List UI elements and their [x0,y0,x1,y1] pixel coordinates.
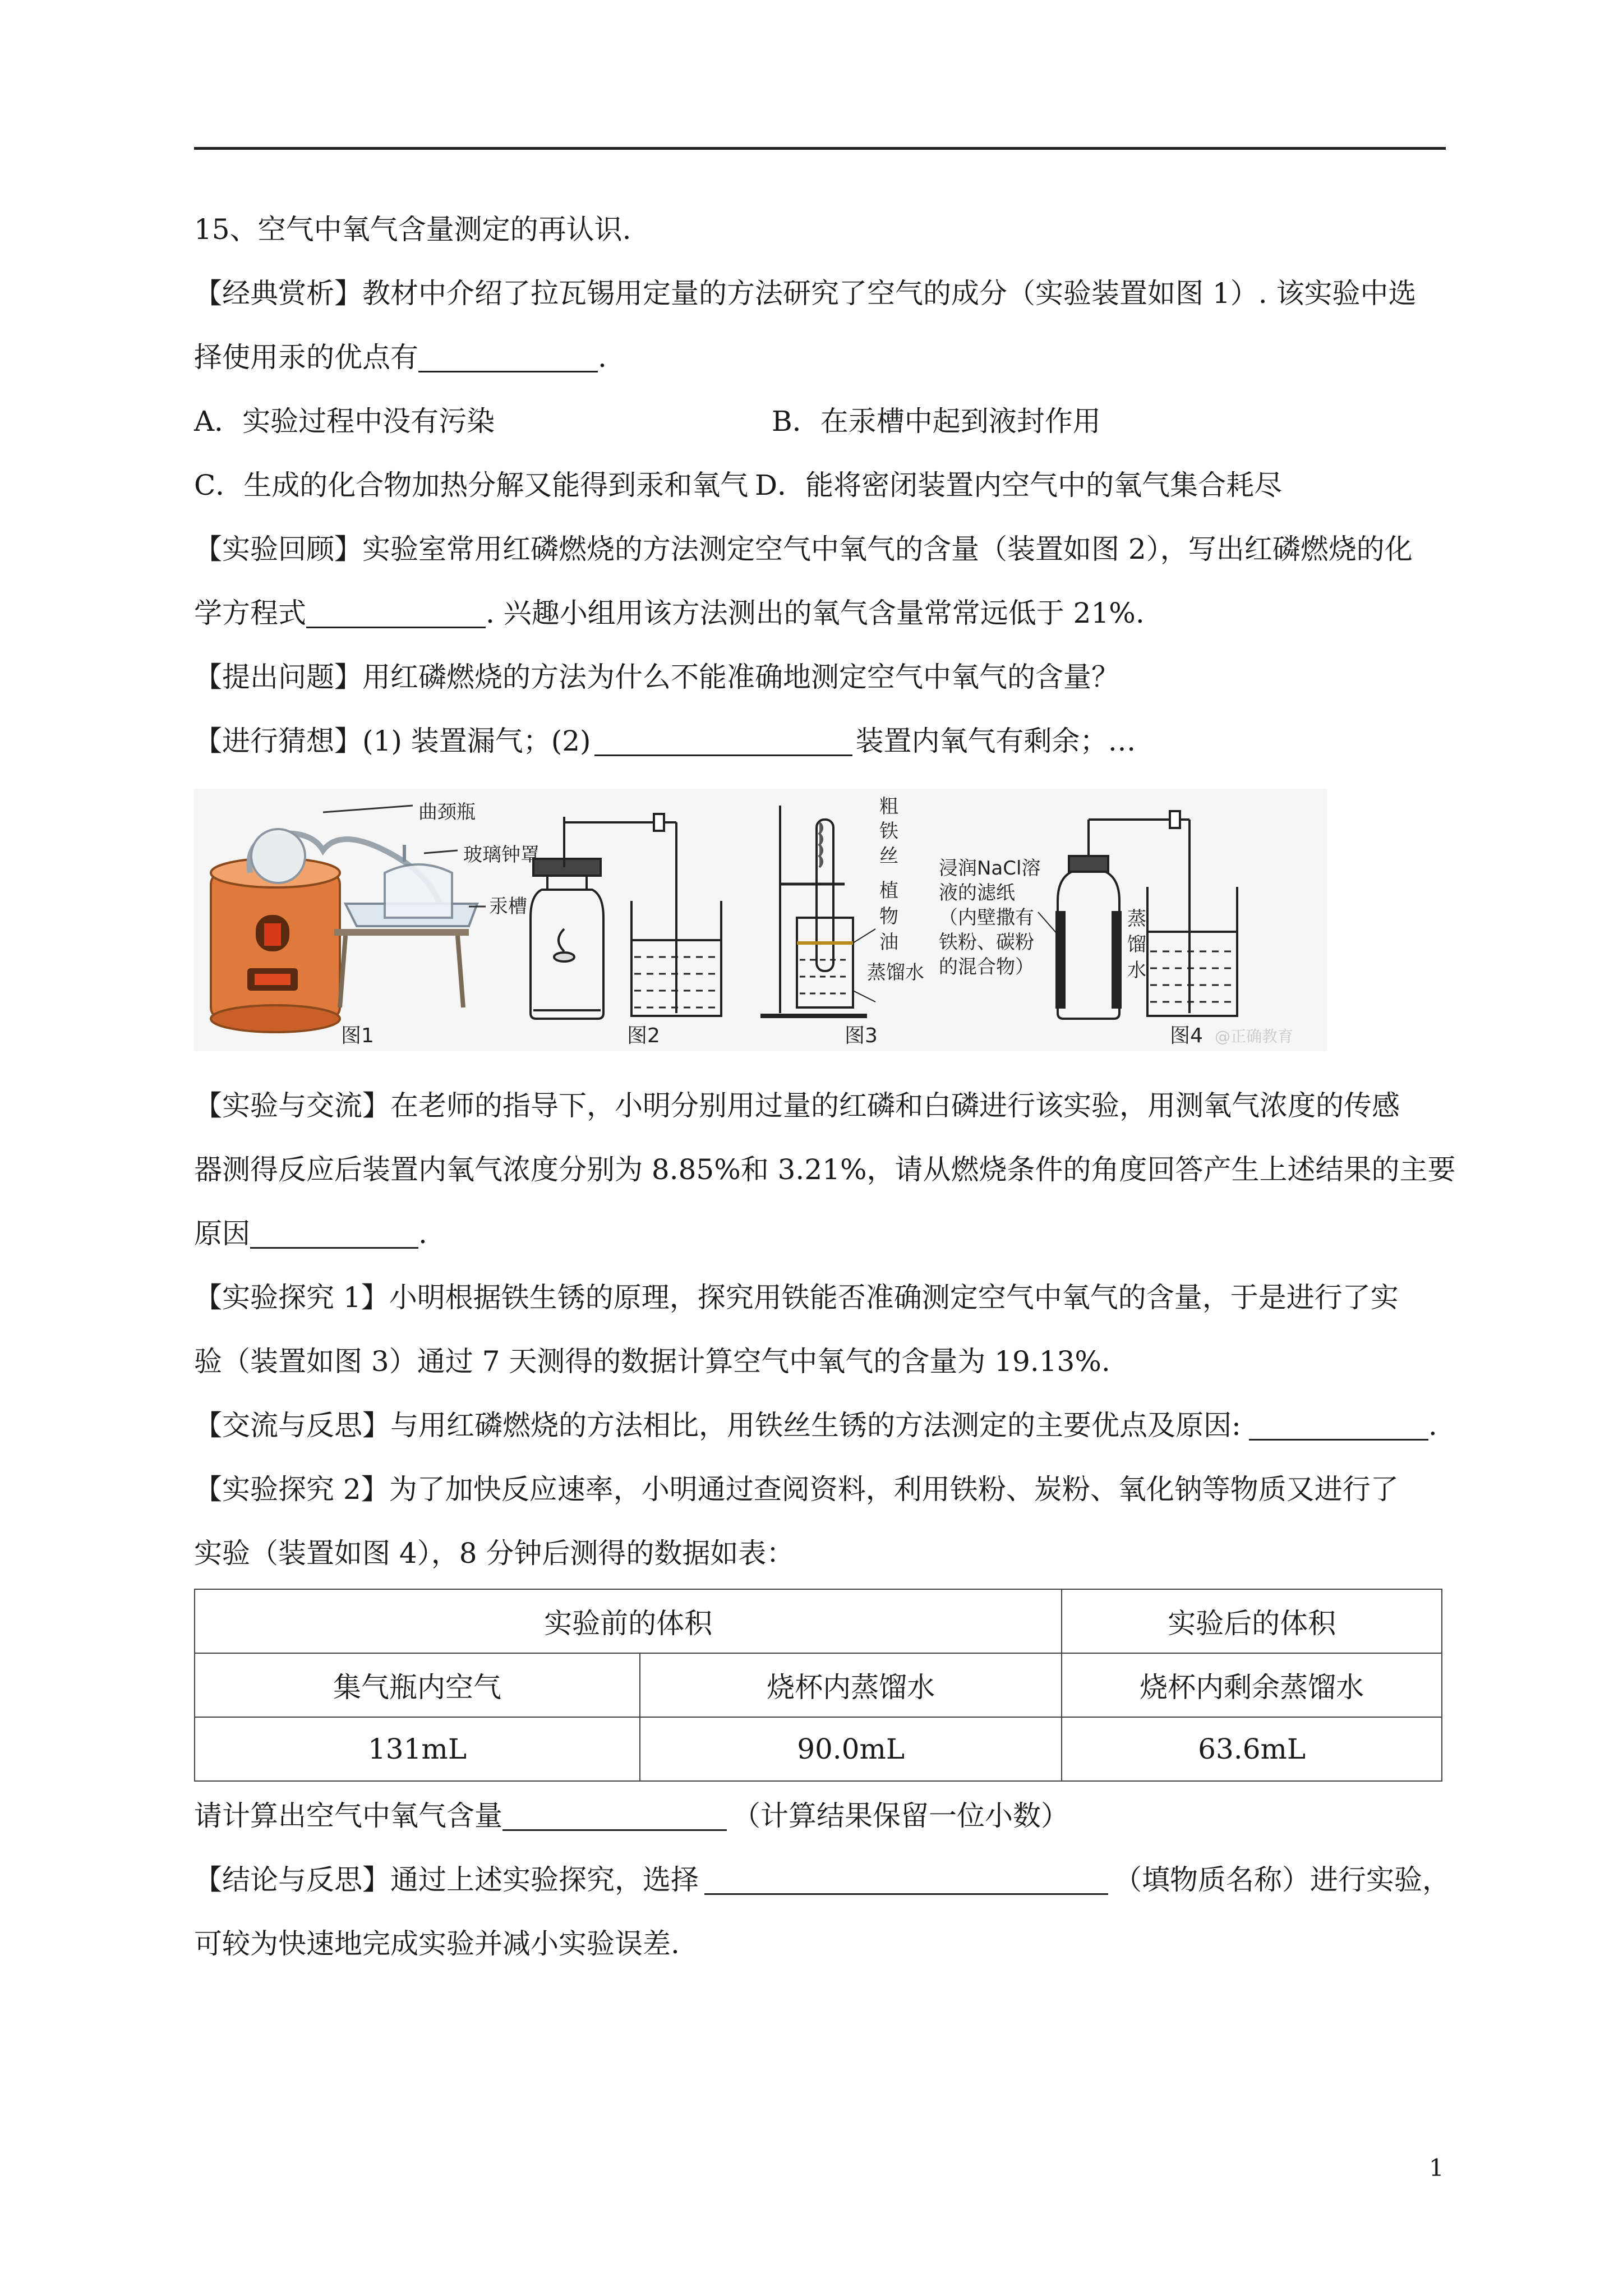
label-paper-5: 的混合物） [939,956,1034,978]
question-title: 15、空气中氧气含量测定的再认识. [194,213,631,246]
label-oil-1: 植 [879,880,898,902]
label-oil-3: 油 [879,931,898,954]
table-val-air: 131mL [195,1717,640,1781]
table-row [195,1717,1442,1781]
question-content [194,197,1456,1976]
fig1-apparatus [211,806,486,1032]
caption-fig1: 图1 [341,1024,374,1047]
label-bell-jar: 玻璃钟罩 [463,844,540,866]
label-iron-wire-1: 粗 [879,795,898,818]
label-mercury-trough: 汞槽 [489,895,527,918]
table-col-air: 集气瓶内空气 [195,1653,640,1717]
explore1-line2: 验（装置如图 3）通过 7 天测得的数据计算空气中氧气的含量为 19.13%. [194,1345,1110,1378]
label-paper-3: （内壁撒有 [939,907,1034,929]
apparatus-figure [194,789,1327,1051]
label-iron-wire-2: 铁 [879,820,898,843]
classic-analysis-line1: 【经典赏析】教材中介绍了拉瓦锡用定量的方法研究了空气的成分（实验装置如图 1）. 该实验中选 [194,277,1417,310]
table-col-remaining-water: 烧杯内剩余蒸馏水 [1062,1653,1442,1717]
review-line2: 学方程式 . 兴趣小组用该方法测出的氧气含量常常远低于 21%. [194,581,1446,645]
exchange-line3: 原因 . [194,1202,1446,1266]
label-paper-2: 液的滤纸 [939,882,1015,904]
exchange-line2: 器测得反应后装置内氧气浓度分别为 8.85%和 3.21%，请从燃烧条件的角度回答产生上述结果的主要 [194,1153,1456,1186]
problem-line: 【提出问题】用红磷燃烧的方法为什么不能准确地测定空气中氧气的含量？ [194,661,1119,693]
table-col-water: 烧杯内蒸馏水 [640,1653,1062,1717]
fig2-apparatus [531,814,721,1019]
table-row [195,1653,1442,1717]
watermark: @正确教育 [1215,1027,1294,1046]
answer-blank-oxygen-content[interactable] [502,1796,727,1831]
answer-blank-equation[interactable] [306,593,486,628]
answer-blank-mercury[interactable] [418,337,598,372]
options-row-ab [194,389,1446,453]
label-water-4-1: 蒸 [1127,908,1146,930]
exchange-line1: 【实验与交流】在老师的指导下，小明分别用过量的红磷和白磷进行该实验，用测氧气浓度的传感 [194,1089,1400,1122]
conclusion-line2: 可较为快速地完成实验并减小实验误差. [194,1927,680,1960]
label-water-4-2: 馏 [1127,933,1146,956]
table-header-after: 实验后的体积 [1062,1589,1442,1653]
table-val-water: 90.0mL [640,1717,1062,1781]
table-val-remaining-water: 63.6mL [1062,1717,1442,1781]
option-b: B．在汞槽中起到液封作用 [772,405,1101,438]
table-header-before: 实验前的体积 [195,1589,1062,1653]
caption-fig4: 图4 [1170,1024,1203,1047]
apparatus-diagrams [194,789,1327,1051]
label-iron-wire-3: 丝 [879,845,898,867]
classic-analysis-line2: 择使用汞的优点有 . [194,325,1446,389]
option-c: C．生成的化合物加热分解又能得到汞和氧气 [194,469,749,501]
guess-line: 【进行猜想】(1) 装置漏气；(2) 装置内氧气有剩余；… [194,709,1446,773]
answer-blank-guess[interactable] [594,721,852,756]
label-paper-4: 铁粉、碳粉 [939,931,1034,954]
caption-fig2: 图2 [627,1024,660,1047]
answer-blank-reason[interactable] [250,1213,418,1249]
fig3-apparatus [760,806,875,1016]
table-row [195,1589,1442,1653]
label-oil-2: 物 [879,905,898,928]
label-water-3: 蒸馏水 [867,961,924,984]
answer-blank-advantage[interactable] [1249,1405,1428,1441]
label-water-4-3: 水 [1127,959,1146,982]
explore2-line2: 实验（装置如图 4），8 分钟后测得的数据如表： [194,1537,795,1570]
explore1-line1: 【实验探究 1】小明根据铁生锈的原理，探究用铁能否准确测定空气中氧气的含量，于是进行了实 [194,1281,1399,1314]
explore2-line1: 【实验探究 2】为了加快反应速率，小明通过查阅资料，利用铁粉、炭粉、氧化钠等物质又进行了 [194,1473,1399,1506]
option-a: A．实验过程中没有污染 [194,405,495,438]
reflect-line: 【交流与反思】与用红磷燃烧的方法相比，用铁丝生锈的方法测定的主要优点及原因: . [194,1393,1446,1457]
caption-fig3: 图3 [845,1024,878,1047]
option-d: D．能将密闭装置内空气中的氧气集合耗尽 [755,469,1283,501]
label-paper-1: 浸润NaCl溶 [939,857,1041,880]
page-number: 1 [1429,2154,1444,2182]
volume-table [194,1589,1442,1782]
review-line1: 【实验回顾】实验室常用红磷燃烧的方法测定空气中氧气的含量（装置如图 2），写出红磷燃烧的化 [194,533,1413,565]
answer-blank-substance[interactable] [704,1860,1108,1895]
conclusion-line1: 【结论与反思】通过上述实验探究，选择 （填物质名称）进行实验， [194,1848,1446,1912]
header-rule [194,147,1446,150]
options-row-cd [194,453,1446,517]
label-retort: 曲颈瓶 [418,801,476,823]
calc-line: 请计算出空气中氧气含量 （计算结果保留一位小数） [194,1784,1446,1848]
